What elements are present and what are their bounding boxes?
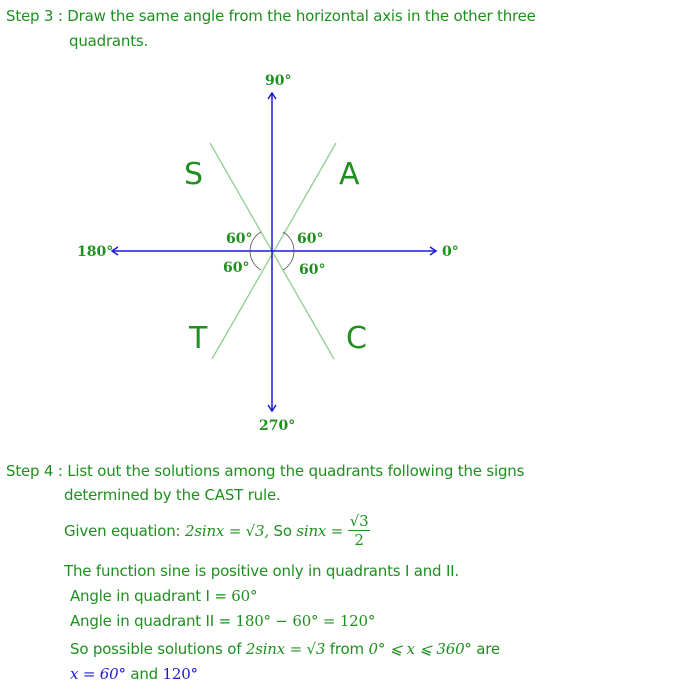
quadrant-c: C [346, 321, 367, 356]
step3-label: Step 3 : [6, 7, 63, 25]
step4-label: Step 4 : [6, 462, 63, 480]
q2-text: Angle in quadrant II = [70, 612, 236, 630]
angle-label-q4: 60° [299, 262, 326, 278]
label-90: 90° [265, 73, 292, 89]
sol-prefix: So possible solutions of [70, 640, 246, 658]
angle-label-q1: 60° [297, 231, 324, 247]
sol-are: are [471, 640, 500, 658]
answer-and: and [125, 665, 163, 683]
quadrant-s: S [184, 157, 204, 192]
q2-angle [70, 612, 375, 630]
label-0: 0° [442, 244, 459, 260]
angle-label-q3: 60° [223, 260, 250, 276]
q1-angle [70, 587, 257, 605]
label-270: 270° [259, 418, 296, 434]
given-so: So [268, 521, 297, 540]
q1-val: 60° [231, 587, 258, 605]
answer-2: 120° [162, 665, 198, 683]
given-eq: 2sinx = √3, [185, 521, 269, 540]
label-180: 180° [77, 244, 114, 260]
step4-text-cont: determined by the CAST rule. [64, 486, 281, 504]
given-prefix: Given equation: [64, 521, 181, 540]
step4-line1 [6, 462, 524, 480]
solutions-line [70, 640, 500, 658]
frac-den: 2 [354, 531, 364, 549]
step3-text-cont: quadrants. [69, 32, 149, 50]
angle-label-q2: 60° [226, 231, 253, 247]
quadrant-t: T [189, 321, 208, 356]
step4-text: List out the solutions among the quadrants following the signs [67, 462, 525, 480]
given-equation [64, 512, 370, 549]
fraction [348, 512, 371, 549]
q1-text: Angle in quadrant I = [70, 587, 232, 605]
answer-line [70, 665, 198, 683]
answer-1: x = 60° [70, 665, 126, 683]
given-sin: sinx = [296, 521, 344, 540]
step3-text: Draw the same angle from the horizontal axis in the other three [67, 7, 536, 25]
frac-num: √3 [349, 512, 369, 530]
q2-val: 180° − 60° = 120° [235, 612, 376, 630]
positive-statement: The function sine is positive only in quadrants I and II. [64, 562, 459, 580]
quadrant-a: A [339, 157, 360, 192]
sol-eq: 2sinx = √3 [245, 640, 326, 658]
sol-from: from [325, 640, 369, 658]
sol-range: 0° ⩽ x ⩽ 360° [368, 640, 472, 658]
